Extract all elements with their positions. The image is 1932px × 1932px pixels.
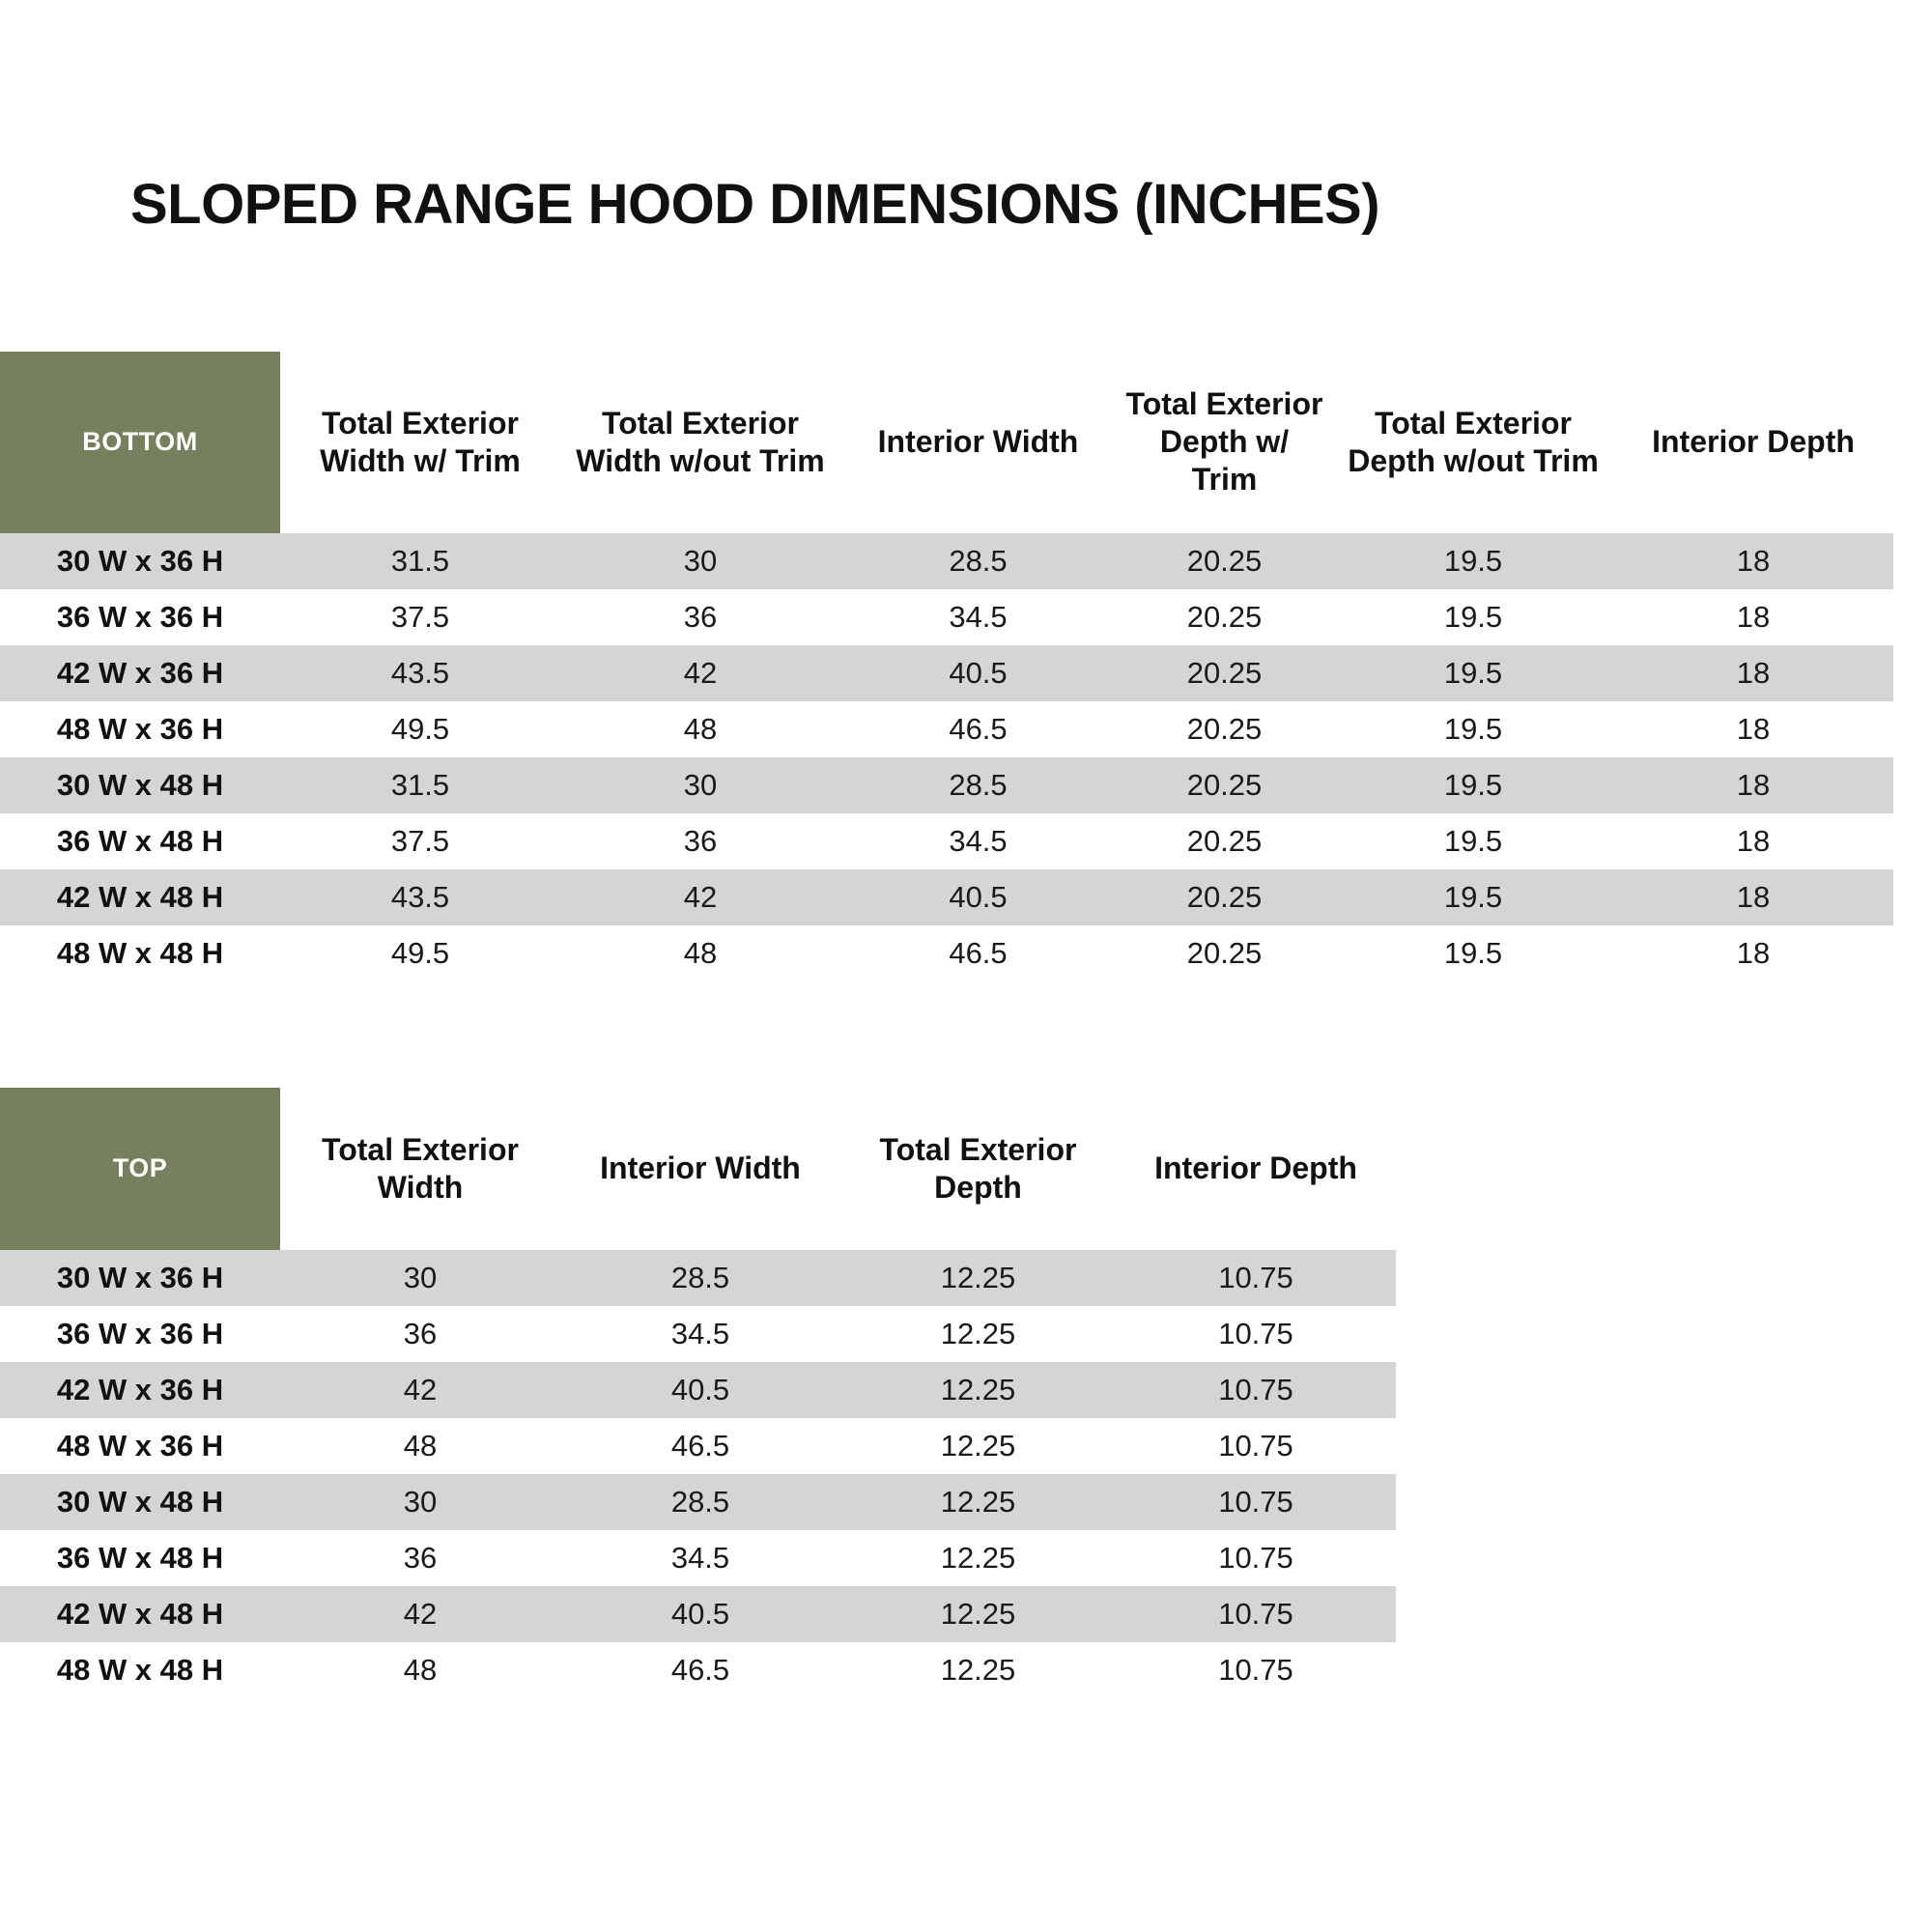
cell: 30 [280,1474,560,1530]
cell: 28.5 [840,533,1116,589]
cell: 10.75 [1116,1250,1396,1306]
cell: 46.5 [840,701,1116,757]
cell: 42 [560,869,840,925]
row-label: 36 W x 36 H [0,1306,280,1362]
table-row [0,1642,1396,1698]
cell: 34.5 [840,813,1116,869]
cell: 18 [1613,869,1893,925]
cell: 18 [1613,813,1893,869]
cell: 30 [560,757,840,813]
top-col-header-2: Interior Width [560,1088,840,1250]
cell: 18 [1613,589,1893,645]
table-row [0,813,1932,869]
table-row [0,1586,1396,1642]
cell: 34.5 [560,1530,840,1586]
row-label: 36 W x 36 H [0,589,280,645]
table-row [0,1418,1396,1474]
cell: 19.5 [1333,533,1613,589]
cell: 37.5 [280,589,560,645]
cell: 36 [560,813,840,869]
bottom-col-header-3: Interior Width [840,352,1116,533]
cell: 28.5 [560,1250,840,1306]
table-row [0,925,1932,981]
cell: 46.5 [560,1418,840,1474]
table-row [0,645,1932,701]
cell: 48 [280,1418,560,1474]
top-table-body [0,1250,1396,1698]
cell: 12.25 [840,1306,1116,1362]
cell: 40.5 [840,869,1116,925]
table-row [0,1474,1396,1530]
cell: 10.75 [1116,1306,1396,1362]
cell: 19.5 [1333,701,1613,757]
cell: 20.25 [1116,533,1333,589]
cell: 36 [280,1530,560,1586]
table-row [0,869,1932,925]
cell: 30 [280,1250,560,1306]
cell: 37.5 [280,813,560,869]
cell: 28.5 [560,1474,840,1530]
bottom-corner-label: BOTTOM [0,352,280,533]
cell: 36 [560,589,840,645]
cell: 40.5 [560,1362,840,1418]
cell: 48 [280,1642,560,1698]
cell: 48 [560,701,840,757]
cell: 12.25 [840,1250,1116,1306]
cell: 40.5 [560,1586,840,1642]
cell: 19.5 [1333,645,1613,701]
cell: 10.75 [1116,1474,1396,1530]
top-col-header-4: Interior Depth [1116,1088,1396,1250]
cell: 19.5 [1333,925,1613,981]
cell: 30 [560,533,840,589]
cell: 10.75 [1116,1586,1396,1642]
cell: 34.5 [840,589,1116,645]
cell: 18 [1613,645,1893,701]
cell: 20.25 [1116,589,1333,645]
cell: 40.5 [840,645,1116,701]
cell: 46.5 [840,925,1116,981]
cell: 20.25 [1116,869,1333,925]
cell: 46.5 [560,1642,840,1698]
bottom-dimensions-table [0,352,1932,981]
cell: 10.75 [1116,1530,1396,1586]
top-col-header-1: Total Exterior Width [280,1088,560,1250]
cell: 28.5 [840,757,1116,813]
row-label: 48 W x 48 H [0,925,280,981]
row-label: 42 W x 36 H [0,1362,280,1418]
table-row [0,589,1932,645]
row-label: 42 W x 36 H [0,645,280,701]
cell: 18 [1613,757,1893,813]
cell: 12.25 [840,1474,1116,1530]
cell: 20.25 [1116,757,1333,813]
row-label: 30 W x 48 H [0,1474,280,1530]
top-dimensions-table [0,1088,1396,1698]
bottom-col-header-1: Total Exterior Width w/ Trim [280,352,560,533]
cell: 42 [280,1362,560,1418]
cell: 12.25 [840,1530,1116,1586]
row-label: 48 W x 48 H [0,1642,280,1698]
top-table-header [0,1088,1396,1250]
cell: 31.5 [280,533,560,589]
cell: 18 [1613,533,1893,589]
row-label: 48 W x 36 H [0,1418,280,1474]
cell: 43.5 [280,645,560,701]
cell: 20.25 [1116,701,1333,757]
cell: 43.5 [280,869,560,925]
cell: 12.25 [840,1362,1116,1418]
row-label: 42 W x 48 H [0,1586,280,1642]
cell: 31.5 [280,757,560,813]
cell: 19.5 [1333,589,1613,645]
row-label: 30 W x 36 H [0,533,280,589]
cell: 34.5 [560,1306,840,1362]
cell: 12.25 [840,1586,1116,1642]
cell: 49.5 [280,925,560,981]
table-row [0,1306,1396,1362]
bottom-col-header-2: Total Exterior Width w/out Trim [560,352,840,533]
cell: 19.5 [1333,813,1613,869]
cell: 36 [280,1306,560,1362]
cell: 42 [280,1586,560,1642]
cell: 20.25 [1116,925,1333,981]
cell: 18 [1613,701,1893,757]
cell: 19.5 [1333,869,1613,925]
row-label: 48 W x 36 H [0,701,280,757]
cell: 10.75 [1116,1418,1396,1474]
top-corner-label: TOP [0,1088,280,1250]
cell: 10.75 [1116,1642,1396,1698]
cell: 18 [1613,925,1893,981]
row-label: 36 W x 48 H [0,813,280,869]
cell: 49.5 [280,701,560,757]
cell: 12.25 [840,1418,1116,1474]
row-label: 42 W x 48 H [0,869,280,925]
row-label: 30 W x 48 H [0,757,280,813]
table-row [0,533,1932,589]
page-title: SLOPED RANGE HOOD DIMENSIONS (INCHES) [130,173,1380,236]
cell: 12.25 [840,1642,1116,1698]
cell: 42 [560,645,840,701]
table-row [0,701,1932,757]
bottom-col-header-4: Total Exterior Depth w/ Trim [1116,352,1333,533]
bottom-col-header-6: Interior Depth [1613,352,1893,533]
bottom-table-body [0,533,1932,981]
row-label: 30 W x 36 H [0,1250,280,1306]
bottom-table-header [0,352,1932,533]
bottom-col-header-5: Total Exterior Depth w/out Trim [1333,352,1613,533]
cell: 10.75 [1116,1362,1396,1418]
row-label: 36 W x 48 H [0,1530,280,1586]
table-row [0,757,1932,813]
top-col-header-3: Total Exterior Depth [840,1088,1116,1250]
cell: 20.25 [1116,645,1333,701]
table-row [0,1250,1396,1306]
table-row [0,1362,1396,1418]
table-row [0,1530,1396,1586]
cell: 20.25 [1116,813,1333,869]
cell: 48 [560,925,840,981]
cell: 19.5 [1333,757,1613,813]
